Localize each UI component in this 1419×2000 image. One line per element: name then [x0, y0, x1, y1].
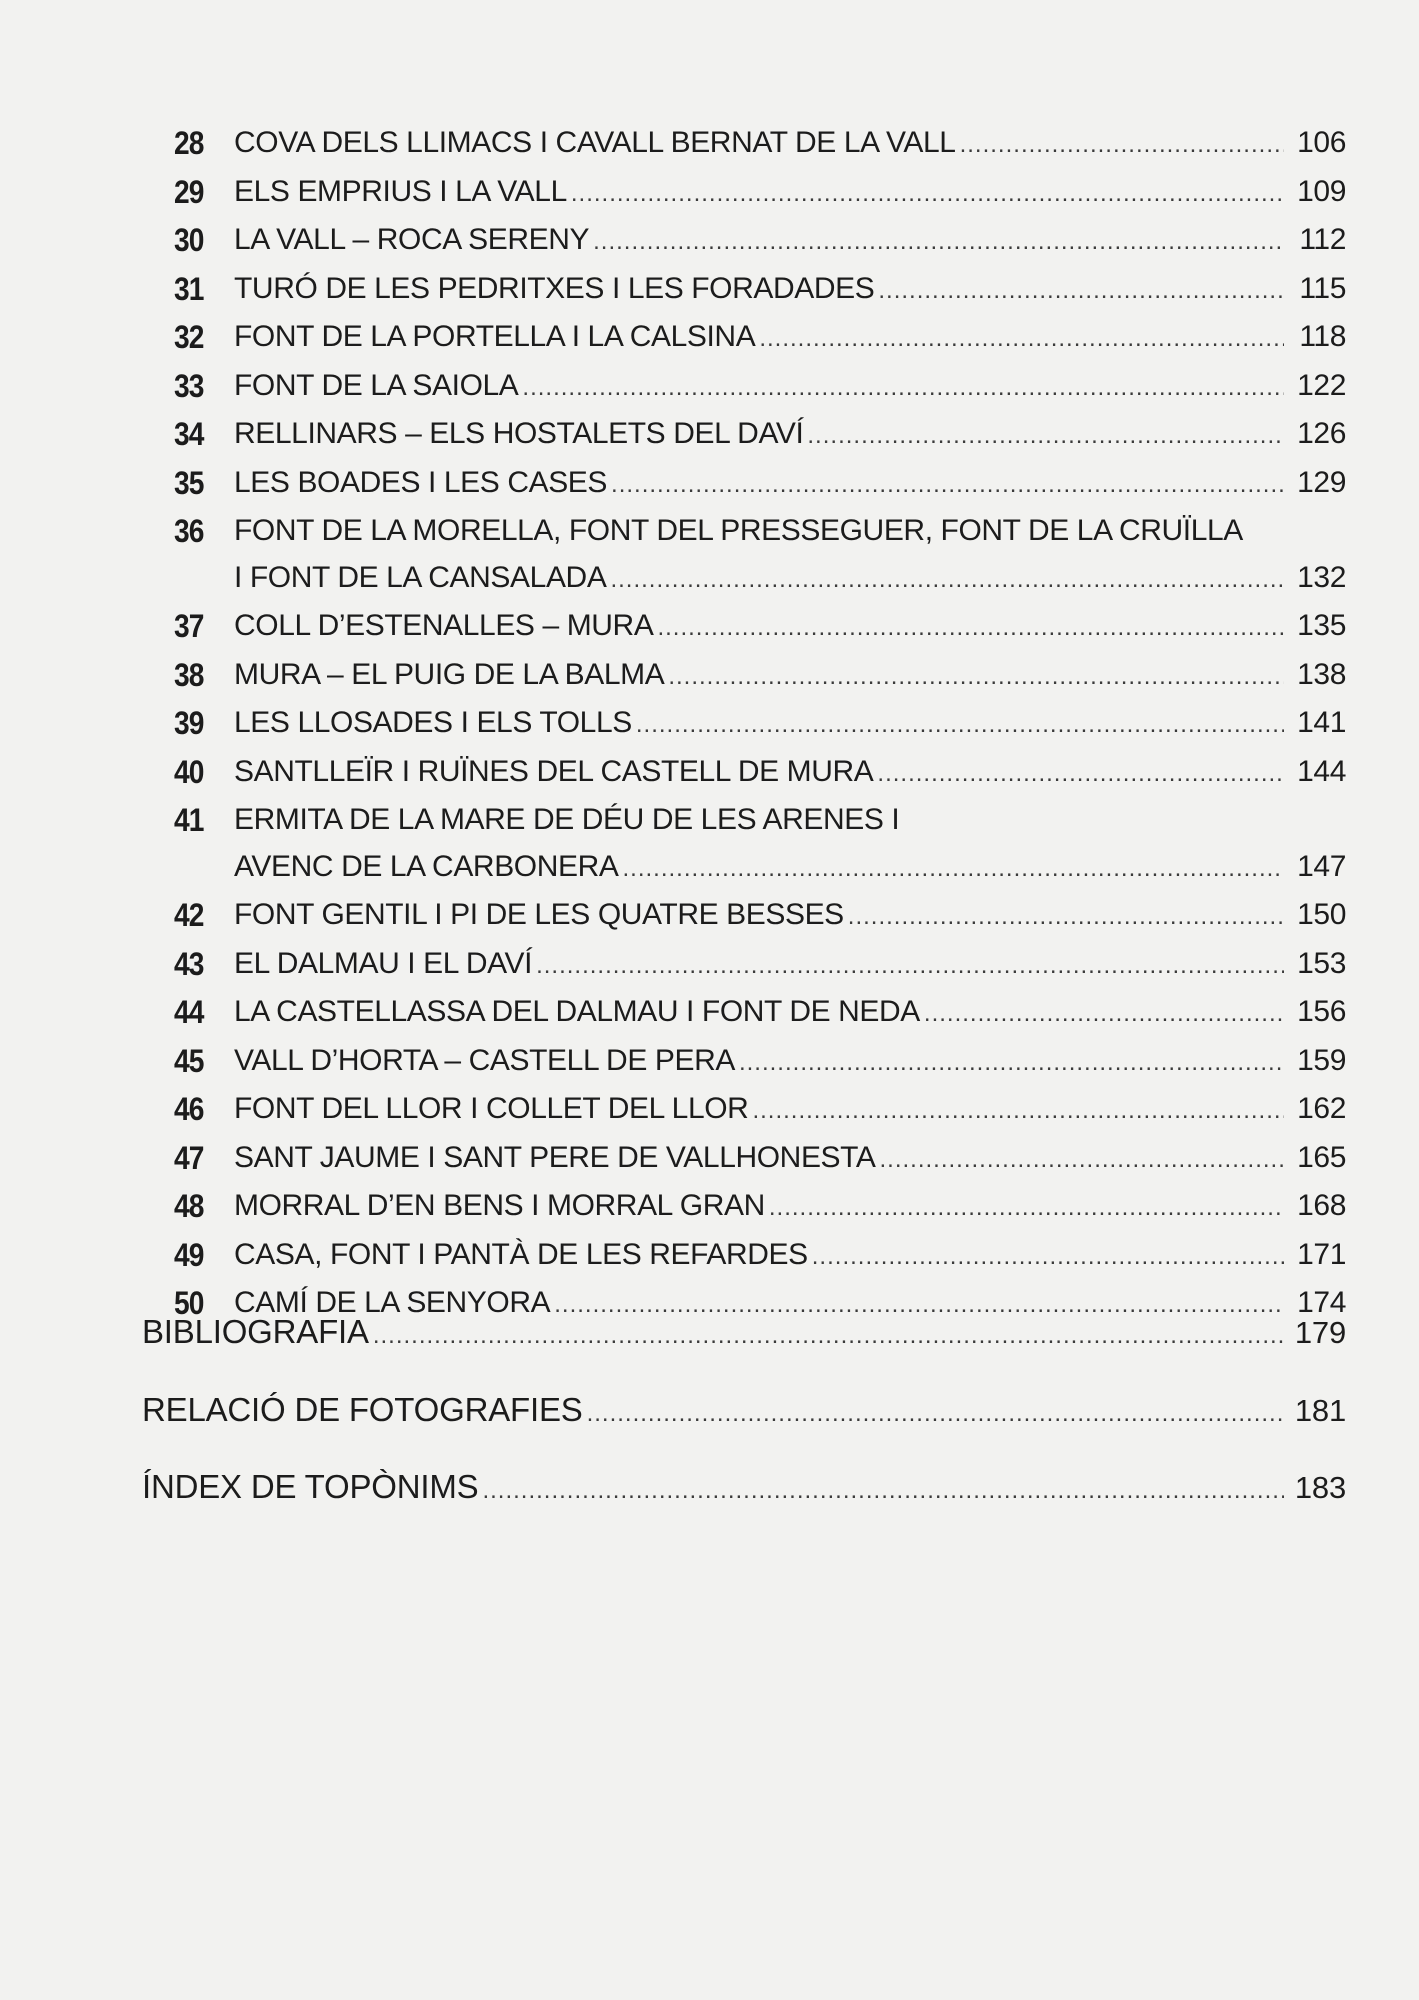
toc-entry-number: 38	[174, 656, 204, 693]
toc-entry-number: 31	[174, 270, 204, 307]
toc-entry[interactable]	[174, 1183, 1346, 1232]
toc-entry[interactable]	[174, 603, 1346, 652]
toc-back-title: RELACIÓ DE FOTOGRAFIES	[142, 1391, 583, 1428]
toc-entry-line	[234, 749, 1346, 798]
dot-leader	[636, 702, 1284, 749]
toc-entry[interactable]	[174, 508, 1346, 603]
toc-entry-page: 168	[1297, 1189, 1346, 1222]
toc-entry-line	[234, 411, 1346, 460]
toc-entry-number: 42	[174, 897, 204, 933]
toc-entry-line	[234, 555, 1346, 604]
toc-entry-number: 29	[174, 173, 204, 210]
toc-bibliografia[interactable]	[142, 1309, 1346, 1359]
toc-entry-title: SANTLLEÏR I RUÏNES DEL CASTELL DE MURA	[234, 754, 874, 788]
toc-list	[174, 120, 1346, 1329]
toc-entry-line	[234, 892, 1346, 941]
dot-leader	[877, 751, 1284, 798]
toc-entry-title: AVENC DE LA CARBONERA	[234, 849, 619, 883]
toc-entry[interactable]	[174, 363, 1346, 412]
toc-entry[interactable]	[174, 941, 1346, 990]
toc-entry-number: 28	[174, 125, 204, 161]
dot-leader	[522, 365, 1284, 412]
toc-entry-line	[234, 266, 1346, 315]
dot-leader	[739, 1040, 1284, 1087]
toc-entry-title-line1: ERMITA DE LA MARE DE DÉU DE LES ARENES I	[234, 803, 900, 836]
toc-entry-page: 129	[1297, 465, 1346, 499]
toc-entry-number: 37	[174, 608, 204, 644]
dot-leader	[812, 1234, 1284, 1281]
toc-back-page: 183	[1294, 1470, 1346, 1505]
toc-entry-title: SANT JAUME I SANT PERE DE VALLHONESTA	[234, 1140, 876, 1174]
toc-entry-title: FONT GENTIL I PI DE LES QUATRE BESSES	[234, 898, 844, 931]
toc-entry-title-line1: FONT DE LA MORELLA, FONT DEL PRESSEGUER, FONT DE LA CRUÏLLA	[234, 514, 1243, 547]
dot-leader	[668, 654, 1284, 701]
toc-entry-title: LES BOADES I LES CASES	[234, 465, 608, 499]
toc-entry[interactable]	[174, 892, 1346, 941]
toc-entry-line	[234, 603, 1346, 652]
toc-entry[interactable]	[174, 1086, 1346, 1135]
toc-entry-number: 33	[174, 367, 204, 404]
toc-entry[interactable]	[174, 652, 1346, 701]
toc-entry-page: 156	[1297, 995, 1346, 1028]
toc-entry-title: EL DALMAU I EL DAVÍ	[234, 946, 533, 980]
dot-leader	[373, 1313, 1284, 1359]
toc-entry-title: FONT DE LA PORTELLA I LA CALSINA	[234, 320, 756, 353]
toc-entry-number: 46	[174, 1091, 204, 1127]
dot-leader	[482, 1468, 1284, 1514]
toc-entry-title: RELLINARS – ELS HOSTALETS DEL DAVÍ	[234, 417, 804, 450]
toc-entry-page: 162	[1297, 1092, 1346, 1125]
toc-entry-line	[234, 169, 1346, 218]
toc-entry-line	[234, 1232, 1346, 1281]
dot-leader	[807, 413, 1284, 460]
toc-entry-line	[234, 363, 1346, 412]
toc-entry[interactable]	[174, 1232, 1346, 1281]
toc-entry-number: 35	[174, 464, 204, 501]
toc-entry-line	[234, 217, 1346, 266]
toc-entry[interactable]	[174, 797, 1346, 892]
toc-entry-number: 34	[174, 416, 204, 452]
toc-entry-line	[234, 314, 1346, 363]
toc-entry-title: TURÓ DE LES PEDRITXES I LES FORADADES	[234, 271, 875, 305]
toc-back-title: ÍNDEX DE TOPÒNIMS	[142, 1468, 479, 1505]
toc-entry-page: 138	[1297, 657, 1346, 691]
toc-entry-title: CAMÍ DE LA SENYORA	[234, 1286, 551, 1319]
toc-entry-page: 126	[1297, 417, 1346, 450]
toc-entry-page: 118	[1299, 320, 1346, 353]
toc-entry-line	[234, 700, 1346, 749]
dot-leader	[587, 1391, 1284, 1437]
toc-entry-page: 122	[1297, 368, 1346, 402]
dot-leader	[623, 846, 1285, 893]
toc-entry-number: 48	[174, 1188, 204, 1224]
toc-entry[interactable]	[174, 1135, 1346, 1184]
dot-leader	[769, 1185, 1284, 1232]
toc-index-toponims[interactable]	[142, 1464, 1346, 1514]
dot-leader	[610, 557, 1284, 604]
toc-entry-number: 45	[174, 1042, 204, 1079]
toc-entry-line	[234, 120, 1346, 169]
toc-entry-line	[234, 989, 1346, 1038]
toc-entry-page: 171	[1297, 1237, 1346, 1271]
toc-entry-title: MURA – EL PUIG DE LA BALMA	[234, 657, 665, 691]
toc-entry-line	[234, 1086, 1346, 1135]
toc-entry[interactable]	[174, 169, 1346, 218]
dot-leader	[593, 219, 1284, 266]
toc-entry-number: 43	[174, 945, 204, 982]
dot-leader	[924, 991, 1284, 1038]
toc-entry[interactable]	[174, 266, 1346, 315]
toc-entry[interactable]	[174, 989, 1346, 1038]
toc-entry[interactable]	[174, 120, 1346, 169]
toc-entry-page: 106	[1297, 126, 1346, 159]
dot-leader	[879, 1137, 1284, 1184]
toc-entry[interactable]	[174, 314, 1346, 363]
toc-entry[interactable]	[174, 749, 1346, 798]
toc-entry-page: 150	[1297, 898, 1346, 931]
toc-entry-line	[234, 941, 1346, 990]
toc-entry[interactable]	[174, 1038, 1346, 1087]
toc-entry-number: 49	[174, 1236, 204, 1273]
toc-back-page: 179	[1294, 1315, 1346, 1350]
toc-entry-title: COLL D’ESTENALLES – MURA	[234, 609, 654, 642]
toc-relacio-fotografies[interactable]	[142, 1387, 1346, 1437]
toc-entry-page: 159	[1297, 1043, 1346, 1077]
dot-leader	[657, 605, 1284, 652]
toc-entry-title: ELS EMPRIUS I LA VALL	[234, 174, 567, 208]
toc-entry-number: 50	[174, 1285, 204, 1321]
toc-entry-line	[234, 460, 1346, 509]
toc-back-title: BIBLIOGRAFIA	[142, 1313, 369, 1350]
toc-entry-title: LES LLOSADES I ELS TOLLS	[234, 706, 632, 739]
toc-entry-title: MORRAL D’EN BENS I MORRAL GRAN	[234, 1189, 765, 1222]
toc-entry[interactable]	[174, 700, 1346, 749]
toc-back-page: 181	[1294, 1393, 1346, 1428]
toc-entry-line	[234, 652, 1346, 701]
dot-leader	[878, 268, 1284, 315]
dot-leader	[571, 171, 1284, 218]
toc-entry[interactable]	[174, 217, 1346, 266]
dot-leader	[611, 462, 1284, 509]
toc-entry[interactable]	[174, 460, 1346, 509]
dot-leader	[848, 894, 1284, 941]
toc-entry[interactable]	[174, 411, 1346, 460]
toc-entry-title: COVA DELS LLIMACS I CAVALL BERNAT DE LA VALL	[234, 126, 956, 159]
toc-entry-number: 40	[174, 753, 204, 790]
toc-entry-page: 112	[1299, 223, 1346, 256]
toc-entry-line	[234, 1183, 1346, 1232]
dot-leader	[536, 943, 1284, 990]
toc-entry-page: 109	[1297, 174, 1346, 208]
toc-entry-page: 144	[1297, 754, 1346, 788]
toc-entry-page: 165	[1297, 1140, 1346, 1174]
toc-entry-number: 30	[174, 222, 204, 258]
toc-entry-number: 47	[174, 1139, 204, 1176]
toc-entry-title: CASA, FONT I PANTÀ DE LES REFARDES	[234, 1237, 808, 1271]
toc-entry-title: LA CASTELLASSA DEL DALMAU I FONT DE NEDA	[234, 995, 920, 1028]
toc-entry-title: FONT DEL LLOR I COLLET DEL LLOR	[234, 1092, 749, 1125]
toc-entry-page: 141	[1297, 706, 1346, 739]
toc-entry-page: 147	[1297, 849, 1346, 883]
toc-entry-number: 39	[174, 705, 204, 741]
toc-entry-page: 135	[1297, 609, 1346, 642]
dot-leader	[759, 316, 1284, 363]
toc-entry-title: FONT DE LA SAIOLA	[234, 368, 519, 402]
toc-entry-number: 36	[174, 513, 204, 549]
toc-entry-title: VALL D’HORTA – CASTELL DE PERA	[234, 1043, 735, 1077]
toc-entry-page: 153	[1297, 946, 1346, 980]
toc-entry-page: 174	[1297, 1286, 1346, 1319]
toc-entry-number: 44	[174, 994, 204, 1030]
dot-leader	[752, 1088, 1284, 1135]
toc-entry-page: 115	[1299, 271, 1346, 305]
toc-entry-line	[234, 1135, 1346, 1184]
toc-entry-title: I FONT DE LA CANSALADA	[234, 560, 607, 594]
toc-entry-number: 41	[174, 802, 204, 838]
toc-entry-title: LA VALL – ROCA SERENY	[234, 223, 590, 256]
dot-leader	[960, 122, 1284, 169]
toc-entry-number: 32	[174, 319, 204, 355]
toc-entry-line	[234, 1038, 1346, 1087]
toc-entry-page: 132	[1297, 560, 1346, 594]
toc-entry-line	[234, 844, 1346, 893]
